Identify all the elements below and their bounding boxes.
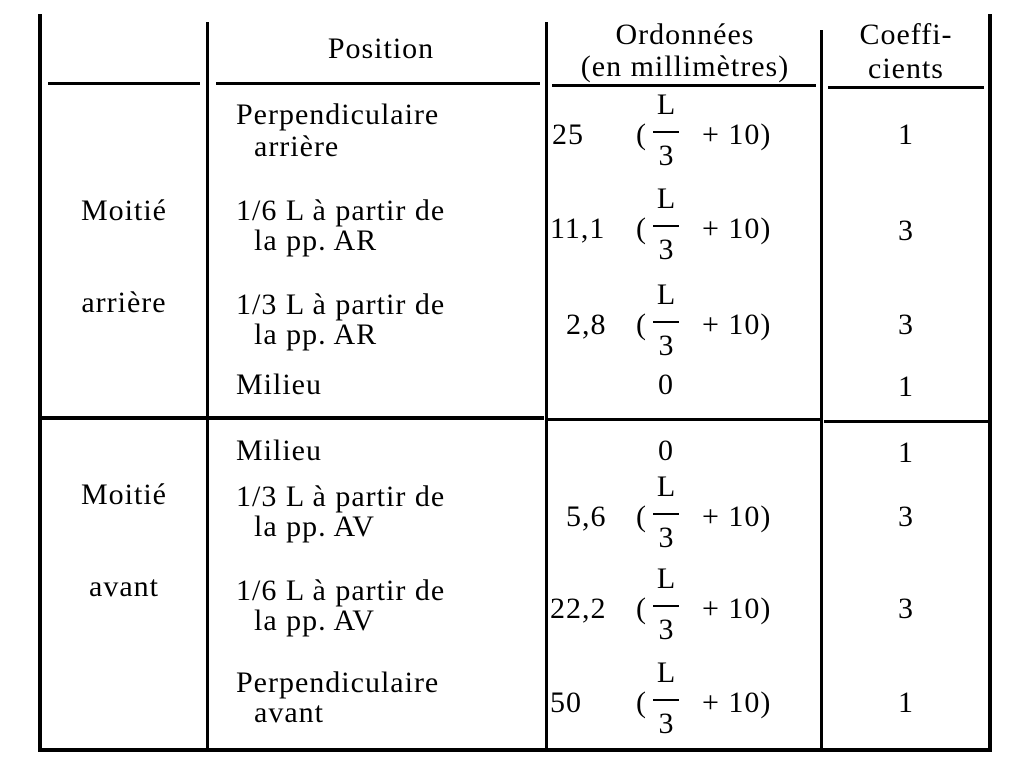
table-left-border [38, 14, 42, 752]
formula-fraction [646, 472, 686, 556]
coefficient-value: 3 [898, 308, 914, 341]
formula-tail: + 10) [702, 308, 772, 341]
formula-fraction [646, 658, 686, 742]
fraction-bar [653, 699, 679, 701]
table-bottom-border [38, 748, 992, 752]
position-text: Perpendiculaire [236, 666, 440, 699]
fraction-denominator: 3 [658, 139, 674, 172]
group-label-avant-1: Moitié [81, 478, 167, 511]
group-separator [42, 416, 544, 420]
formula-open: ( [636, 212, 647, 245]
formula-open: ( [636, 500, 647, 533]
formula-open: ( [636, 592, 647, 625]
header-ordonnees-unit: (en millimètres) [580, 50, 790, 83]
formula-tail: + 10) [702, 500, 772, 533]
coefficient-value: 1 [898, 686, 914, 719]
ordinate-value: 2,8 [566, 308, 607, 341]
fraction-numerator: L [656, 88, 676, 121]
fraction-denominator: 3 [658, 707, 674, 740]
ordinate-value: 5,6 [566, 500, 607, 533]
ordinate-value: 25 [552, 118, 584, 151]
fraction-bar [653, 225, 679, 227]
position-text: 1/6 L à partir de [236, 194, 446, 227]
fraction-denominator: 3 [658, 329, 674, 362]
fraction-denominator: 3 [658, 521, 674, 554]
position-text: la pp. AR [254, 224, 378, 257]
fraction-denominator: 3 [658, 613, 674, 646]
position-text: Perpendiculaire [236, 98, 440, 131]
group-label-arriere-1: Moitié [81, 194, 167, 227]
position-text: arrière [254, 130, 340, 163]
fraction-numerator: L [656, 278, 676, 311]
fraction-numerator: L [656, 182, 676, 215]
ordinate-value: 0 [658, 434, 674, 467]
position-text: la pp. AV [254, 604, 375, 637]
header-coefficients: Coeffi- [859, 18, 953, 51]
header-coefficients-cont: cients [868, 52, 944, 85]
column-divider-3 [820, 30, 823, 748]
fraction-numerator: L [656, 470, 676, 503]
formula-tail: + 10) [702, 118, 772, 151]
coefficient-value: 3 [898, 214, 914, 247]
group-separator-right [548, 418, 820, 421]
formula-open: ( [636, 308, 647, 341]
header-rule-col1 [48, 82, 200, 85]
fraction-bar [653, 131, 679, 133]
position-text: la pp. AR [254, 318, 378, 351]
table-right-border [988, 14, 992, 752]
ordinate-value: 22,2 [550, 592, 607, 625]
position-text: avant [254, 696, 324, 729]
fraction-numerator: L [656, 562, 676, 595]
formula-fraction [646, 90, 686, 174]
fraction-numerator: L [656, 656, 676, 689]
coefficient-value: 3 [898, 592, 914, 625]
coefficient-value: 1 [898, 436, 914, 469]
formula-fraction [646, 280, 686, 364]
fraction-bar [653, 513, 679, 515]
ordinate-value: 11,1 [550, 212, 606, 245]
position-text: Milieu [236, 434, 322, 467]
header-position: Position [327, 32, 435, 65]
group-separator-coeff [824, 420, 988, 423]
position-text: 1/3 L à partir de [236, 480, 446, 513]
position-text: Milieu [236, 368, 322, 401]
position-text: la pp. AV [254, 510, 375, 543]
ordinate-value: 50 [550, 686, 582, 719]
coefficient-value: 3 [898, 500, 914, 533]
formula-tail: + 10) [702, 686, 772, 719]
position-text: 1/6 L à partir de [236, 574, 446, 607]
group-label-avant-2: avant [89, 570, 159, 603]
coefficient-value: 1 [898, 370, 914, 403]
formula-fraction [646, 184, 686, 268]
column-divider-1 [206, 22, 209, 748]
column-divider-2 [545, 22, 548, 748]
group-label-arriere-2: arrière [81, 286, 167, 319]
header-rule-col4 [828, 86, 984, 89]
formula-tail: + 10) [702, 212, 772, 245]
fraction-denominator: 3 [658, 233, 674, 266]
fraction-bar [653, 605, 679, 607]
position-text: 1/3 L à partir de [236, 288, 446, 321]
formula-tail: + 10) [702, 592, 772, 625]
ordinate-value: 0 [658, 368, 674, 401]
header-rule-col3 [552, 84, 816, 87]
fraction-bar [653, 321, 679, 323]
formula-open: ( [636, 118, 647, 151]
coefficient-value: 1 [898, 118, 914, 151]
header-ordonnees: Ordonnées [615, 18, 755, 51]
formula-fraction [646, 564, 686, 648]
formula-open: ( [636, 686, 647, 719]
header-rule-col2 [216, 82, 540, 85]
